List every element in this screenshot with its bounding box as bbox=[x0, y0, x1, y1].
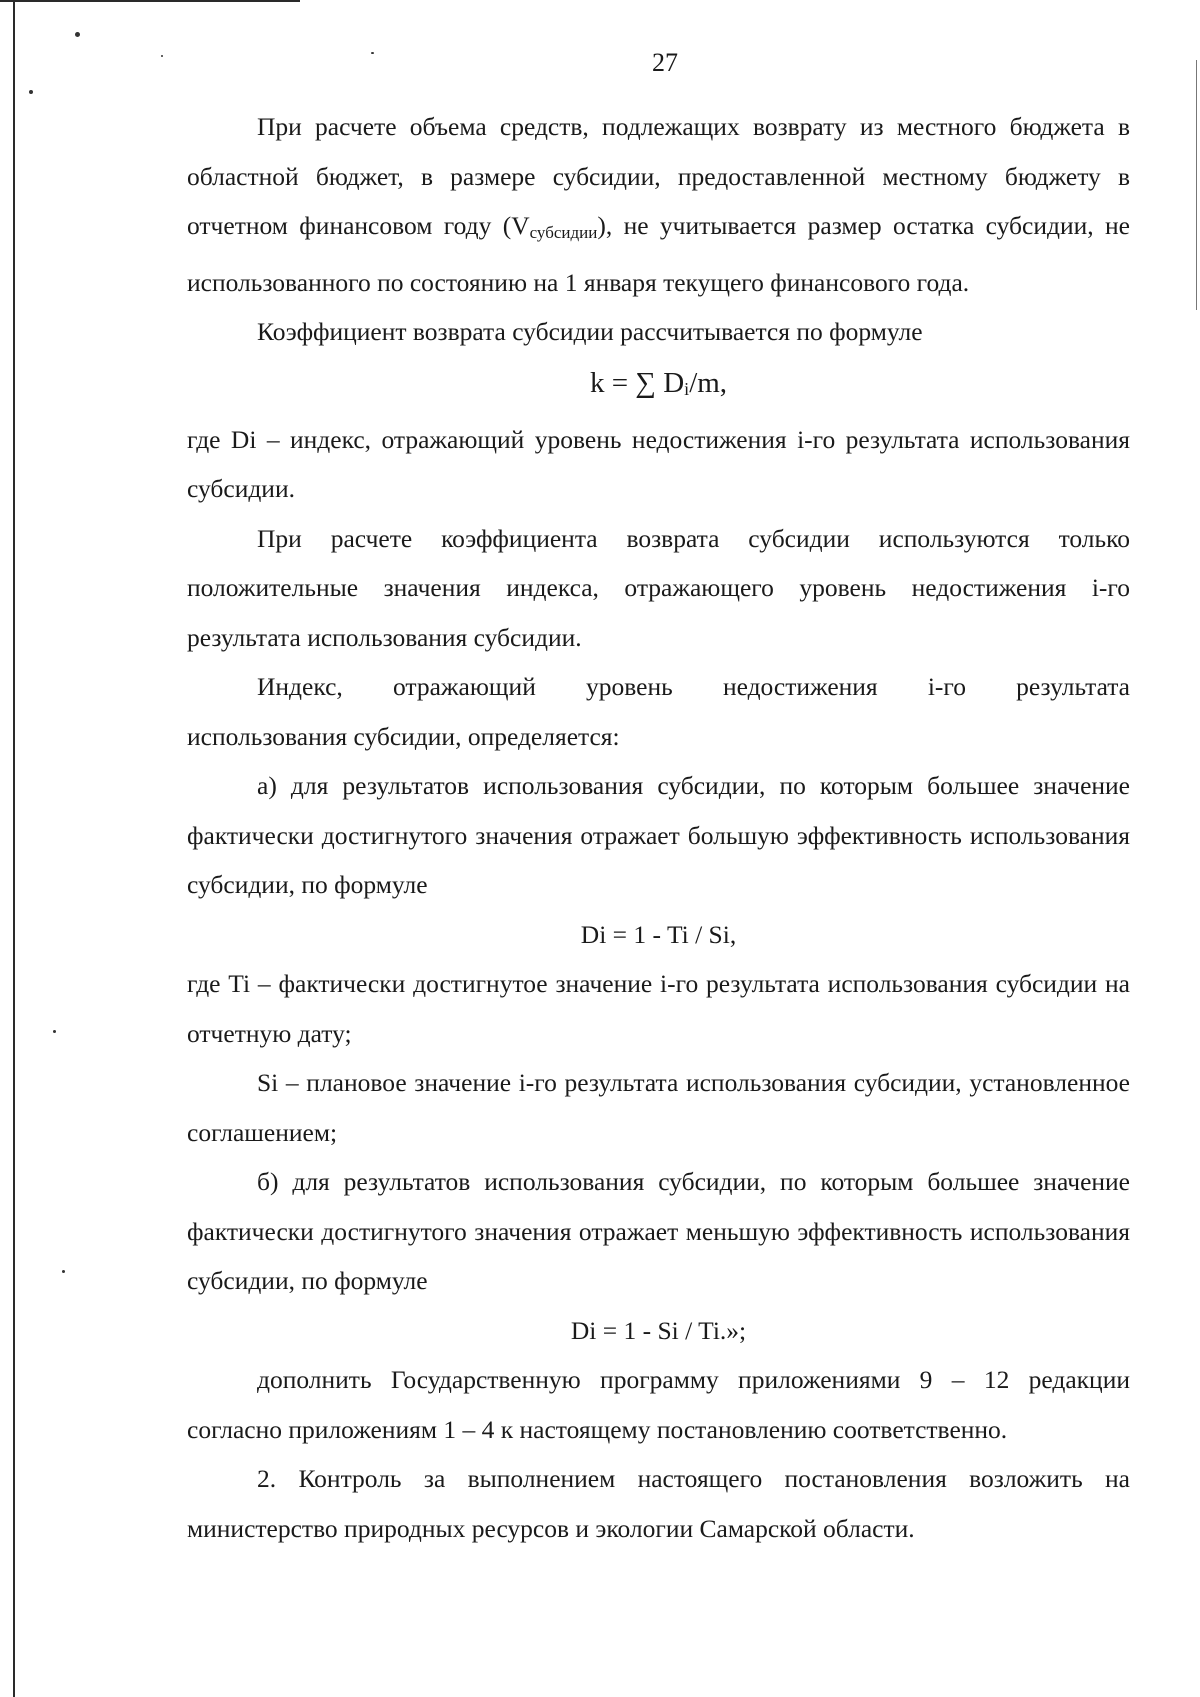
paragraph: где Di – индекс, отражающий уровень недостижения i-го результата использования субсидии. bbox=[187, 424, 1130, 503]
document-body bbox=[187, 102, 1130, 1553]
scan-border-top bbox=[0, 0, 300, 2]
formula-text: /m, bbox=[689, 366, 728, 399]
paragraph: 2. Контроль за выполнением настоящего постановления возложить на министерство природных ресурсов и экологии Самарской области. bbox=[187, 1464, 1130, 1543]
formula-subscript: i bbox=[684, 378, 690, 399]
paragraph: б) для результатов использования субсидии, по которым большее значение фактически достигнутого значения отражает меньшую эффективность использования субсидии, по формуле bbox=[187, 1167, 1130, 1295]
page-number: 27 bbox=[652, 48, 678, 77]
paragraph: Si – плановое значение i-го результата использования субсидии, установленное соглашением; bbox=[187, 1068, 1130, 1147]
scan-speck bbox=[62, 1270, 65, 1273]
paragraph-line: использования субсидии, определяется: bbox=[187, 721, 620, 751]
subscript: субсидии bbox=[529, 223, 598, 242]
paragraph: При расчете коэффициента возврата субсидии используются только положительные значения индекса, отражающего уровень недостижения i-го результата использования субсидии. bbox=[187, 523, 1130, 652]
paragraph-line: Индекс, отражающий уровень недостижения i-го результата bbox=[257, 672, 1130, 701]
scan-speck bbox=[75, 32, 80, 37]
paragraph-text: При расчете объема средств, подлежащих возврату из местного бюджета в областной бюджет, в размере субсидии, предоставленной местному бюджету в отчетном финансовом году (V bbox=[187, 112, 1130, 240]
paragraph: где Ti – фактически достигнутое значение i-го результата использования субсидии на отчетную дату; bbox=[187, 969, 1130, 1048]
formula-b: Di = 1 - Si / Ti.»; bbox=[570, 1315, 747, 1345]
paragraph-text: ), не учитывается размер остатка субсидии, не использованного по состоянию на 1 января текущего финансового года. bbox=[187, 211, 1130, 297]
scan-speck bbox=[53, 1030, 56, 1033]
paragraph: а) для результатов использования субсидии, по которым большее значение фактически достигнутого значения отражает большую эффективность использования субсидии, по формуле bbox=[187, 771, 1130, 899]
scan-border-left bbox=[13, 0, 15, 1697]
paragraph: Коэффициент возврата субсидии рассчитывается по формуле bbox=[257, 317, 923, 346]
formula-k bbox=[187, 357, 1130, 415]
formula-a: Di = 1 - Ti / Si, bbox=[580, 919, 737, 949]
formula-text: k = ∑ D bbox=[589, 366, 685, 399]
scan-border-right bbox=[1196, 60, 1197, 310]
paragraph bbox=[187, 102, 1130, 307]
paragraph: дополнить Государственную программу приложениями 9 – 12 редакции согласно приложениям 1 – 4 к настоящему постановлению соответственно. bbox=[187, 1365, 1130, 1444]
scan-speck bbox=[29, 90, 33, 94]
